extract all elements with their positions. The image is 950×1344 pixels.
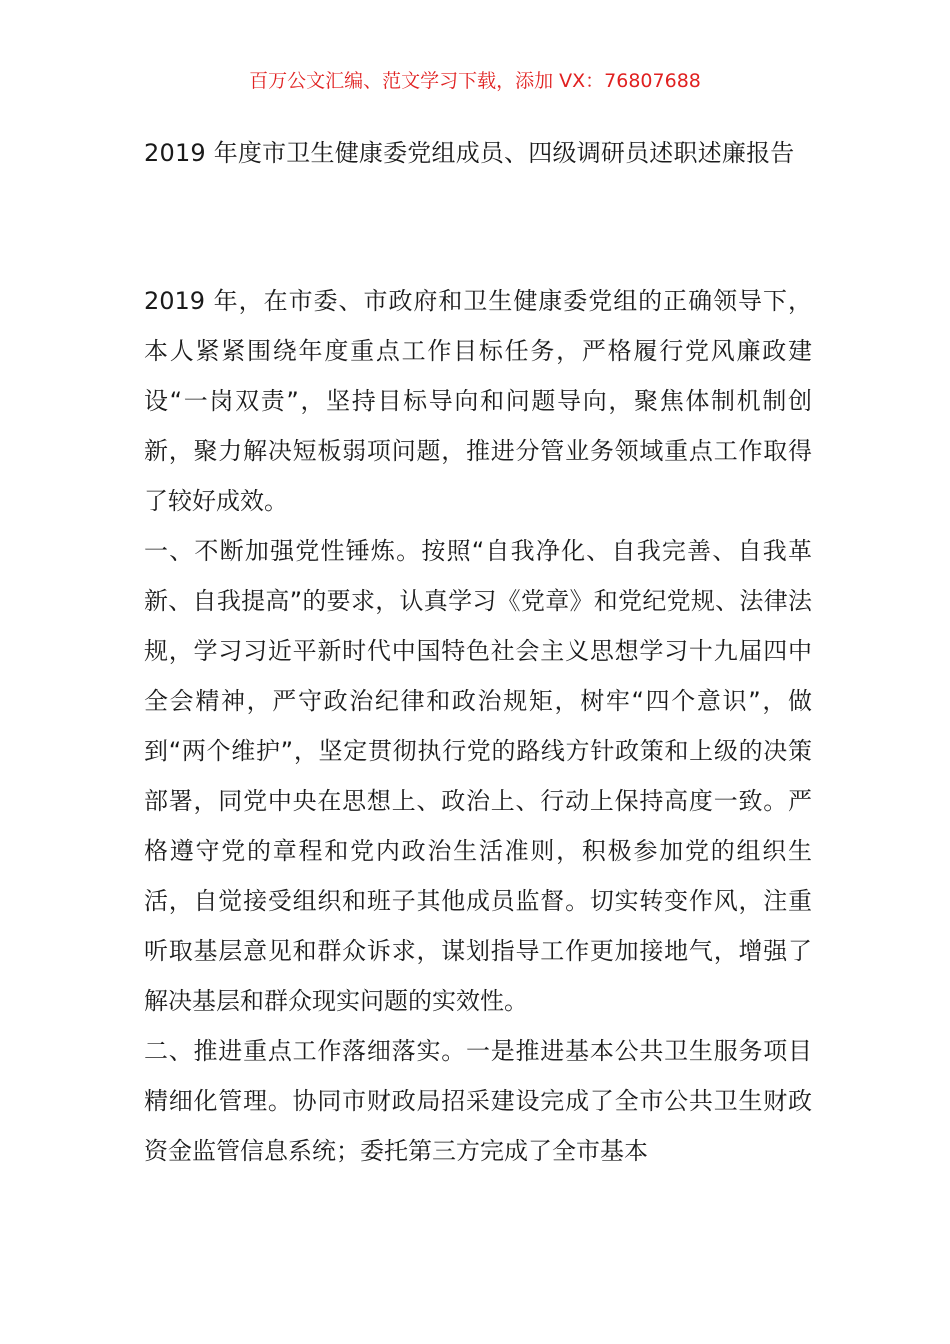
document-title: 2019 年度市卫生健康委党组成员、四级调研员述职述廉报告 [144, 139, 795, 167]
paragraph-section-2: 二、推进重点工作落细落实。一是推进基本公共卫生服务项目精细化管理。协同市财政局招采建设完成了全市公共卫生财政资金监管信息系统；委托第三方完成了全市基本 [144, 1037, 812, 1165]
paragraph-intro: 2019 年，在市委、市政府和卫生健康委党组的正确领导下，本人紧紧围绕年度重点工作目标任务，严格履行党风廉政建设“一岗双责”，坚持目标导向和问题导向，聚焦体制机制创新，聚力解决短板弱项问题，推进分管业务领域重点工作取得了较好成效。 [144, 287, 812, 515]
paragraph-section-1: 一、不断加强党性锤炼。按照“自我净化、自我完善、自我革新、自我提高”的要求，认真学习《党章》和党纪党规、法律法规，学习习近平新时代中国特色社会主义思想学习十九届四中全会精神，严守政治纪律和政治规矩，树牢“四个意识”，做到“两个维护”，坚定贯彻执行党的路线方针政策和上级的决策部署，同党中央在思想上、政治上、行动上保持高度一致。严格遵守党的章程和党内政治生活准则，积极参加党的组织生活，自觉接受组织和班子其他成员监督。切实转变作风，注重听取基层意见和群众诉求，谋划指导工作更加接地气，增强了解决基层和群众现实问题的实效性。 [144, 537, 812, 1015]
watermark-header: 百万公文汇编、范文学习下载，添加 VX：76807688 [249, 70, 701, 92]
document-body [144, 276, 812, 1176]
